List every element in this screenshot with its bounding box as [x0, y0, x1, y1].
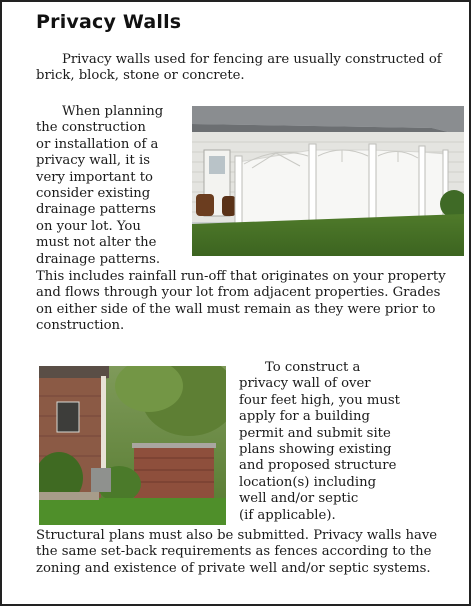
- planning-line: consider existing: [36, 186, 151, 202]
- planning-line: the construction: [36, 120, 146, 136]
- page-title: Privacy Walls: [36, 11, 182, 33]
- vinyl-fence-photo: [192, 106, 464, 256]
- planning-line: drainage patterns: [36, 202, 156, 218]
- planning-line: When planning: [62, 104, 164, 119]
- construct-line: plans showing existing: [239, 442, 392, 458]
- planning-line: on your lot. You: [36, 218, 141, 234]
- planning-line: privacy wall, it is: [36, 153, 150, 169]
- construct-line: four feet high, you must: [239, 392, 400, 408]
- planning-line: drainage patterns.: [36, 251, 161, 267]
- planning-continued: This includes rainfall run-off that originates on your property and flows through your lot from adjacent properties. Grades on either side of the wall must remain as they were prior to construction.: [36, 269, 446, 334]
- construct-line: To construct a: [265, 360, 361, 375]
- construct-line: privacy wall of over: [239, 376, 371, 392]
- construct-line: apply for a building: [239, 409, 370, 425]
- intro-paragraph: Privacy walls used for fencing are usually constructed of brick, block, stone or concrete.: [36, 52, 442, 84]
- construct-continued: Structural plans must also be submitted. Privacy walls have the same set-back requirements as fences according to the zoning and existence of private well and/or septic systems.: [36, 528, 438, 576]
- construct-line: and proposed structure: [239, 458, 397, 474]
- planning-line: very important to: [36, 169, 153, 185]
- construct-paragraph: [239, 360, 409, 524]
- construct-line: location(s) including: [239, 474, 377, 490]
- planning-line: must not alter the: [36, 235, 157, 251]
- construct-line: (if applicable).: [239, 507, 336, 523]
- planning-line: or installation of a: [36, 136, 159, 152]
- brick-wall-photo: [39, 366, 226, 525]
- construct-line: well and/or septic: [239, 491, 359, 507]
- construct-line: permit and submit site: [239, 425, 391, 441]
- planning-paragraph: [36, 104, 186, 268]
